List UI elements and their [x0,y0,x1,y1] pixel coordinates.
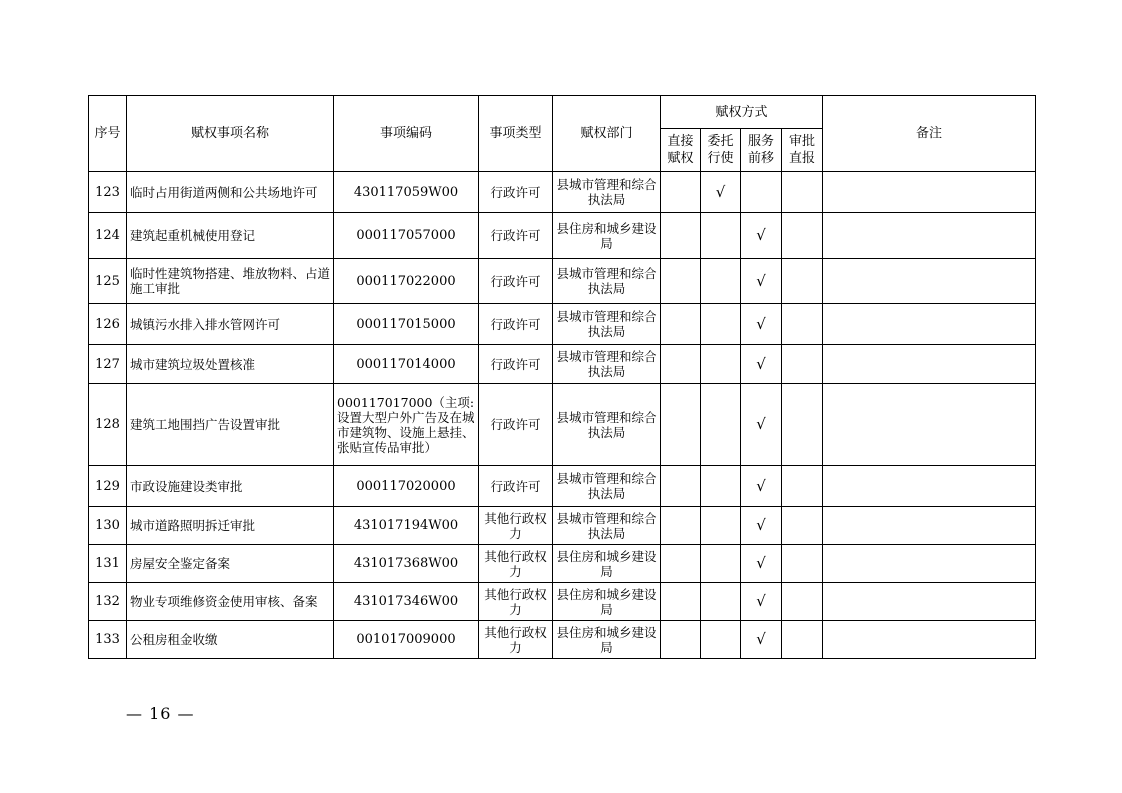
row-item-name: 城镇污水排入排水管网许可 [127,304,334,345]
row-direct-mark [661,213,701,259]
row-direct-mark [661,259,701,304]
row-entrust-mark [701,583,741,621]
row-direct-mark [661,345,701,384]
row-direct-mark [661,466,701,507]
row-approve-mark [782,583,823,621]
table-row [89,621,1036,659]
row-remark [823,466,1036,507]
row-service-mark: √ [741,259,782,304]
row-service-mark: √ [741,304,782,345]
row-number: 128 [89,384,127,466]
row-department: 县城市管理和综合执法局 [553,259,661,304]
row-item-code: 001017009000 [334,621,479,659]
row-direct-mark [661,304,701,345]
row-service-mark [741,172,782,213]
row-service-mark: √ [741,621,782,659]
row-item-type: 行政许可 [479,384,553,466]
row-entrust-mark: √ [701,172,741,213]
row-item-name: 市政设施建设类审批 [127,466,334,507]
row-item-type: 其他行政权力 [479,545,553,583]
row-number: 131 [89,545,127,583]
row-item-type: 其他行政权力 [479,583,553,621]
row-remark [823,172,1036,213]
row-department: 县城市管理和综合执法局 [553,172,661,213]
header-direct: 直接赋权 [661,129,701,172]
row-item-name: 建筑工地围挡广告设置审批 [127,384,334,466]
row-number: 126 [89,304,127,345]
row-remark [823,545,1036,583]
row-entrust-mark [701,545,741,583]
row-item-name: 城市道路照明拆迁审批 [127,507,334,545]
table-row [89,583,1036,621]
row-number: 127 [89,345,127,384]
table-row [89,213,1036,259]
header-type: 事项类型 [479,96,553,172]
row-item-name: 临时性建筑物搭建、堆放物料、占道施工审批 [127,259,334,304]
row-remark [823,304,1036,345]
row-department: 县住房和城乡建设局 [553,583,661,621]
row-item-name: 物业专项维修资金使用审核、备案 [127,583,334,621]
table-row [89,259,1036,304]
row-item-code: 430117059W00 [334,172,479,213]
row-entrust-mark [701,507,741,545]
row-item-code: 000117014000 [334,345,479,384]
row-number: 123 [89,172,127,213]
table-row [89,545,1036,583]
row-item-code: 000117015000 [334,304,479,345]
row-item-name: 临时占用街道两侧和公共场地许可 [127,172,334,213]
row-service-mark: √ [741,466,782,507]
row-remark [823,384,1036,466]
row-item-name: 房屋安全鉴定备案 [127,545,334,583]
row-entrust-mark [701,384,741,466]
row-approve-mark [782,466,823,507]
row-remark [823,213,1036,259]
row-approve-mark [782,172,823,213]
row-direct-mark [661,545,701,583]
header-remark: 备注 [823,96,1036,172]
row-item-code: 000117017000（主项:设置大型户外广告及在城市建筑物、设施上悬挂、张贴宣传品审批） [334,384,479,466]
row-remark [823,259,1036,304]
table-row [89,172,1036,213]
row-approve-mark [782,345,823,384]
row-remark [823,507,1036,545]
row-service-mark: √ [741,345,782,384]
row-item-type: 行政许可 [479,259,553,304]
row-remark [823,583,1036,621]
row-entrust-mark [701,345,741,384]
row-service-mark: √ [741,213,782,259]
header-seq: 序号 [89,96,127,172]
row-approve-mark [782,304,823,345]
row-department: 县城市管理和综合执法局 [553,384,661,466]
row-number: 124 [89,213,127,259]
row-item-code: 000117022000 [334,259,479,304]
row-service-mark: √ [741,545,782,583]
table-row [89,507,1036,545]
row-item-type: 行政许可 [479,466,553,507]
row-direct-mark [661,507,701,545]
row-direct-mark [661,172,701,213]
header-code: 事项编码 [334,96,479,172]
table-row [89,345,1036,384]
empowerment-items-table [88,95,1036,659]
row-entrust-mark [701,466,741,507]
row-entrust-mark [701,621,741,659]
row-number: 125 [89,259,127,304]
row-department: 县住房和城乡建设局 [553,545,661,583]
row-approve-mark [782,621,823,659]
row-approve-mark [782,259,823,304]
header-entrust: 委托行使 [701,129,741,172]
page-number: — 16 — [126,704,195,723]
row-number: 129 [89,466,127,507]
row-remark [823,621,1036,659]
row-approve-mark [782,384,823,466]
row-department: 县城市管理和综合执法局 [553,345,661,384]
row-department: 县城市管理和综合执法局 [553,466,661,507]
row-service-mark: √ [741,384,782,466]
row-number: 132 [89,583,127,621]
row-service-mark: √ [741,583,782,621]
row-item-code: 000117057000 [334,213,479,259]
row-item-name: 城市建筑垃圾处置核准 [127,345,334,384]
row-department: 县住房和城乡建设局 [553,621,661,659]
row-item-name: 建筑起重机械使用登记 [127,213,334,259]
table-row [89,384,1036,466]
row-approve-mark [782,545,823,583]
row-remark [823,345,1036,384]
row-number: 130 [89,507,127,545]
row-direct-mark [661,583,701,621]
header-method: 赋权方式 [661,96,823,129]
row-entrust-mark [701,304,741,345]
row-department: 县城市管理和综合执法局 [553,507,661,545]
table-row [89,304,1036,345]
header-dept: 赋权部门 [553,96,661,172]
row-item-code: 431017368W00 [334,545,479,583]
row-direct-mark [661,384,701,466]
table-row [89,466,1036,507]
row-approve-mark [782,507,823,545]
row-item-code: 431017346W00 [334,583,479,621]
header-name: 赋权事项名称 [127,96,334,172]
row-entrust-mark [701,213,741,259]
row-approve-mark [782,213,823,259]
row-item-code: 000117020000 [334,466,479,507]
row-item-type: 行政许可 [479,345,553,384]
row-item-type: 行政许可 [479,304,553,345]
row-item-type: 行政许可 [479,213,553,259]
row-number: 133 [89,621,127,659]
row-entrust-mark [701,259,741,304]
row-item-name: 公租房租金收缴 [127,621,334,659]
row-department: 县住房和城乡建设局 [553,213,661,259]
row-item-type: 其他行政权力 [479,507,553,545]
row-item-type: 其他行政权力 [479,621,553,659]
row-department: 县城市管理和综合执法局 [553,304,661,345]
row-item-code: 431017194W00 [334,507,479,545]
row-service-mark: √ [741,507,782,545]
header-approve: 审批直报 [782,129,823,172]
header-service: 服务前移 [741,129,782,172]
row-item-type: 行政许可 [479,172,553,213]
row-direct-mark [661,621,701,659]
